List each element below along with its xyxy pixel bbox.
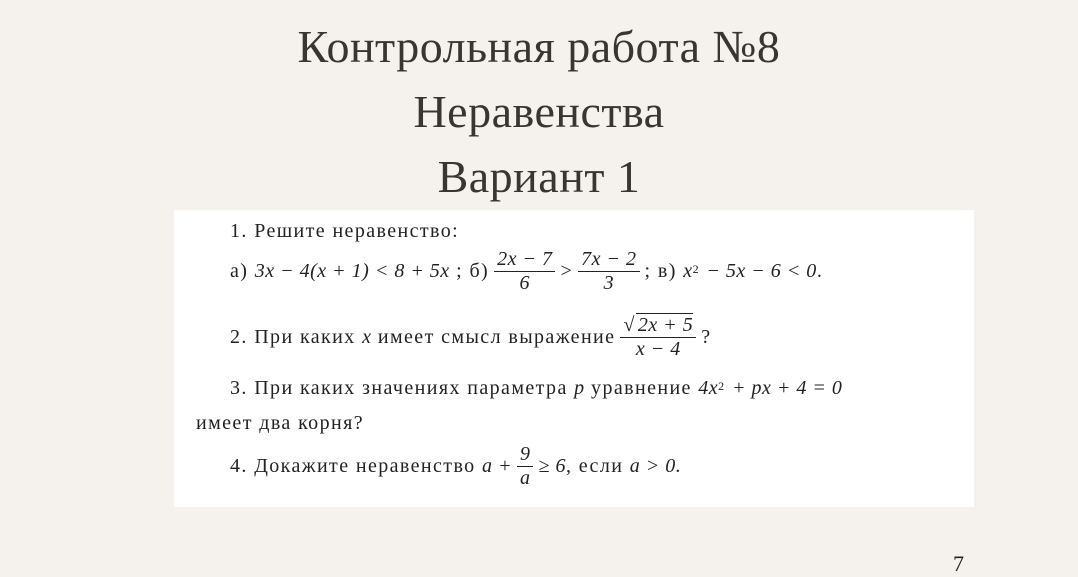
fraction-numerator: 2x − 7 [494,248,555,272]
task-1b-label: б) [469,260,490,282]
task-1-separator: ; [644,260,652,282]
task-1b-fraction-left [494,248,555,295]
task-4-text: 4. Докажите неравенство [230,455,476,477]
task-1a-label: а) [230,260,249,282]
task-4-fraction [517,443,534,490]
fraction-numerator: 7x − 2 [578,248,639,272]
task-1a-expression: 3x − 4(x + 1) < 8 + 5x [254,260,450,282]
task-3-line-2-text: имеет два корня? [196,412,364,434]
task-3-line-2 [196,412,364,435]
task-2-text-2: имеет смысл выражение [377,326,616,348]
task-4 [230,443,681,490]
task-1c-expression: − 5x − 6 < 0 [706,260,817,282]
task-2-variable: x [362,326,372,348]
task-4-comma: , [565,455,573,477]
task-1-heading-text: 1. Решите неравенство: [230,220,460,242]
task-4-expression-part-2: ≥ 6 [538,455,566,477]
sqrt-content: 2x + 5 [637,314,694,336]
task-2-end: ? [701,326,712,348]
task-2-text: 2. При каких [230,326,356,348]
task-1b-operator: > [560,260,574,282]
task-4-condition-text: если [578,455,624,477]
fraction-denominator: 6 [519,272,531,294]
task-1c-exponent: 2 [692,262,701,276]
task-2-fraction [620,314,696,361]
task-3-parameter: p [574,377,585,399]
task-1c-label: в) [657,260,677,282]
task-1c-variable: x [683,260,693,282]
title-line-3: Вариант 1 [437,151,641,202]
title-line-2: Неравенства [413,86,665,137]
fraction-denominator: x − 4 [635,338,681,360]
task-3-equation-part-1: 4x [698,377,719,399]
task-4-condition: a > 0. [629,455,682,477]
task-1-separator: ; [456,260,464,282]
task-3-text: 3. При каких значениях параметра [230,377,568,399]
fraction-numerator: 9 [517,443,534,467]
task-1-heading [230,220,459,243]
task-3-text-2: уравнение [591,377,692,399]
page-number: 7 [953,551,964,576]
fraction-denominator: a [519,467,531,489]
task-4-expression-part-1: a + [481,455,512,477]
task-3-exponent: 2 [718,379,726,393]
fraction-denominator: 3 [603,272,615,294]
fraction-numerator [620,314,696,338]
task-2 [230,314,712,361]
task-1b-fraction-right [578,248,639,295]
sqrt-icon: √ [623,314,635,336]
task-3 [230,377,842,400]
task-1-items [230,248,823,295]
title-line-1: Контрольная работа №8 [297,21,781,72]
task-1-end: . [816,260,824,282]
task-3-equation-part-2: + px + 4 = 0 [731,377,843,399]
task-sheet [174,210,974,507]
